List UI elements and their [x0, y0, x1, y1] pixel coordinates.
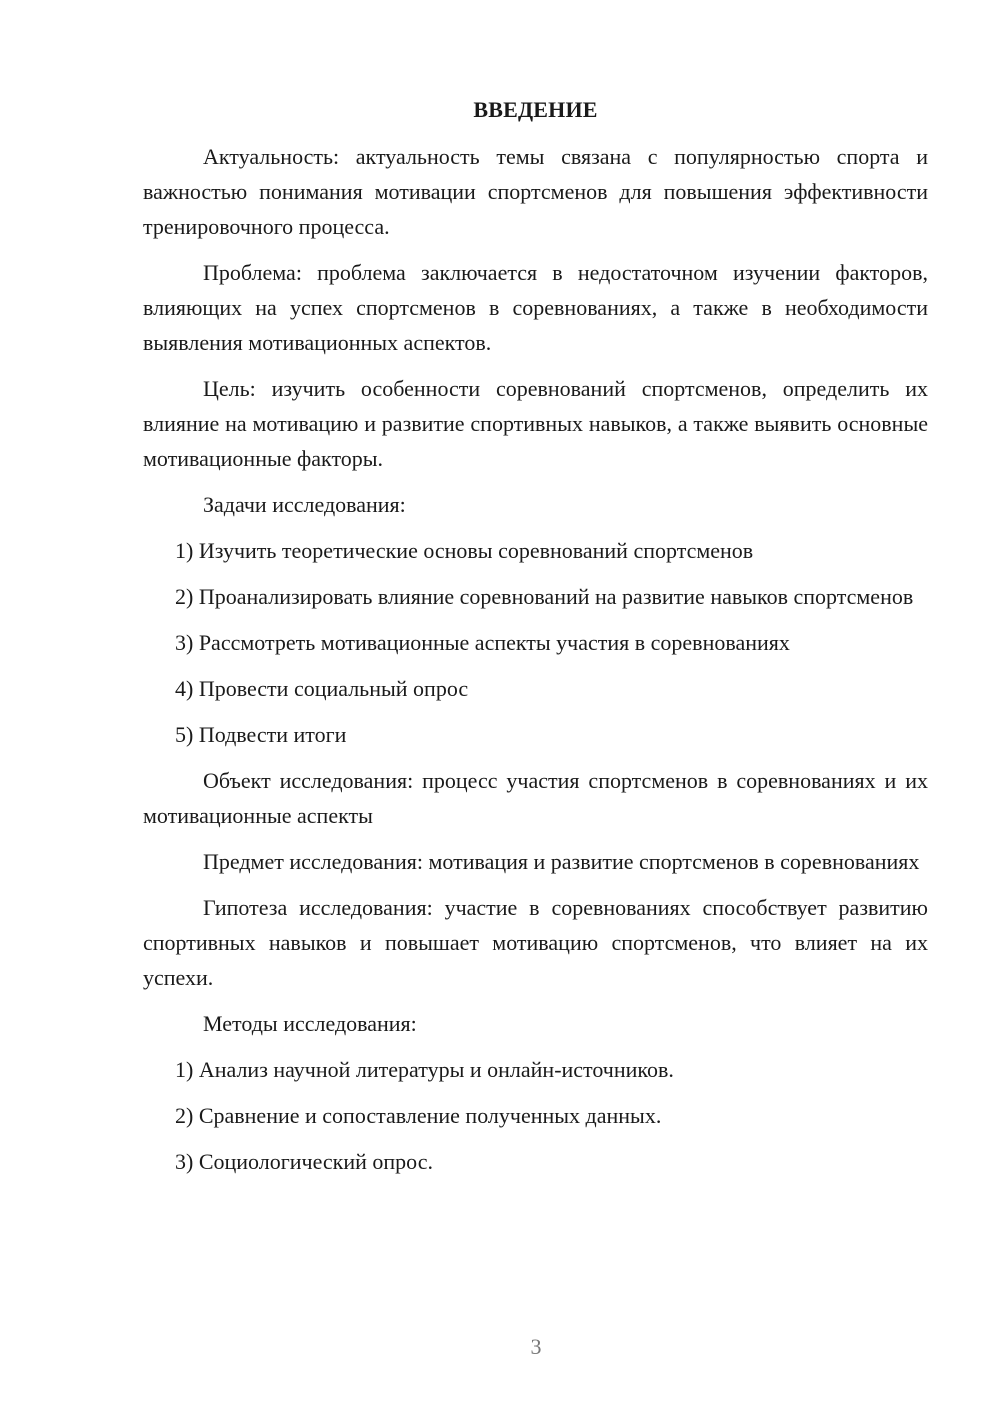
task-item-1: 1) Изучить теоретические основы соревнований спортсменов [175, 538, 754, 563]
relevance-paragraph: Актуальность: актуальность темы связана с популярностью спорта и важностью понимания мотивации спортсменов для повышения эффективности тренировочного процесса. [143, 144, 928, 239]
task-item-2: 2) Проанализировать влияние соревнований на развитие навыков спортсменов [175, 584, 914, 609]
method-item-1: 1) Анализ научной литературы и онлайн-источников. [175, 1057, 674, 1082]
page-content [143, 92, 928, 1190]
subject-paragraph: Предмет исследования: мотивация и развитие спортсменов в соревнованиях [203, 849, 920, 874]
goal-paragraph: Цель: изучить особенности соревнований спортсменов, определить их влияние на мотивацию и развитие спортивных навыков, а также выявить основные мотивационные факторы. [143, 376, 928, 471]
hypothesis-paragraph: Гипотеза исследования: участие в соревнованиях способствует развитию спортивных навыков и повышает мотивацию спортсменов, что влияет на их успехи. [143, 895, 928, 990]
task-item-3: 3) Рассмотреть мотивационные аспекты участия в соревнованиях [175, 630, 790, 655]
problem-paragraph: Проблема: проблема заключается в недостаточном изучении факторов, влияющих на успех спортсменов в соревнованиях, а также в необходимости выявления мотивационных аспектов. [143, 260, 928, 355]
task-item-4: 4) Провести социальный опрос [175, 676, 469, 701]
page-number: 3 [530, 1334, 542, 1359]
method-item-2: 2) Сравнение и сопоставление полученных данных. [175, 1103, 662, 1128]
method-item-3: 3) Социологический опрос. [175, 1149, 433, 1174]
methods-heading: Методы исследования: [203, 1011, 417, 1036]
tasks-heading: Задачи исследования: [203, 492, 406, 517]
section-title: ВВЕДЕНИЕ [473, 97, 598, 122]
task-item-5: 5) Подвести итоги [175, 722, 347, 747]
object-paragraph: Объект исследования: процесс участия спортсменов в соревнованиях и их мотивационные аспекты [143, 768, 928, 828]
